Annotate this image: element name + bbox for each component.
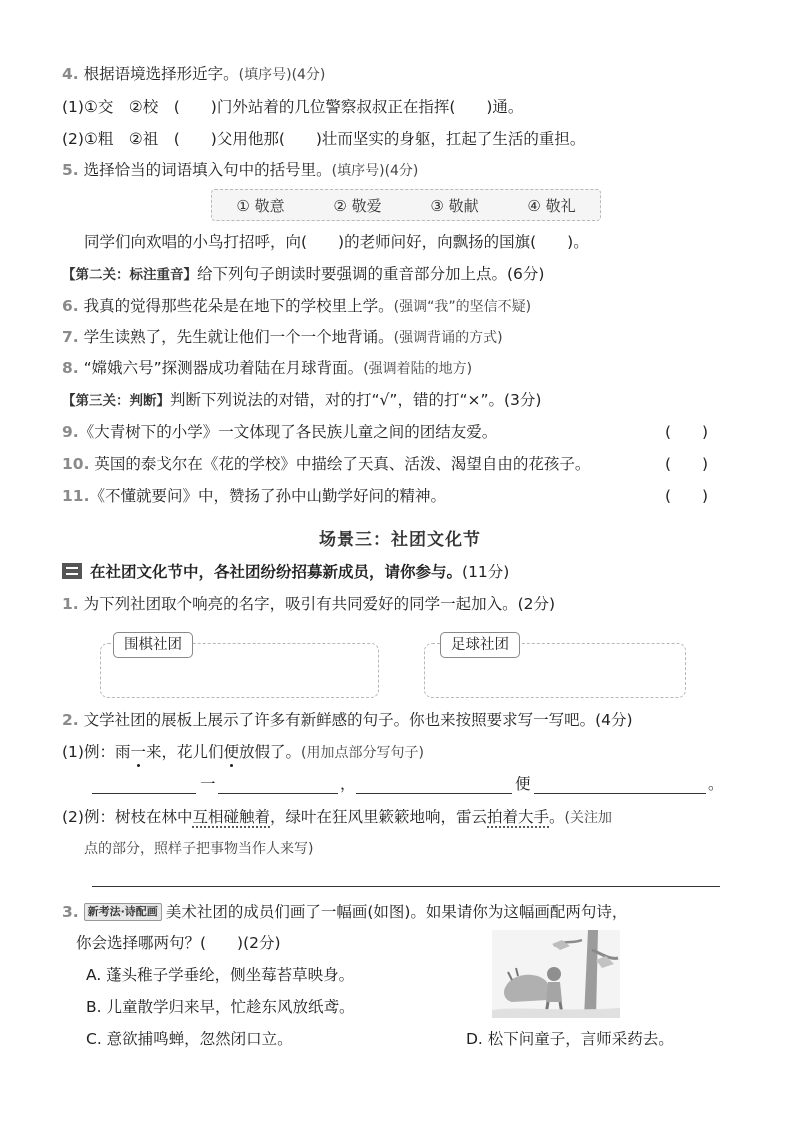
question-number: 2. — [62, 711, 79, 729]
q8-line — [62, 356, 472, 381]
option-d[interactable]: D. 松下问童子，言师采药去。 — [466, 1030, 674, 1048]
question-text: 《大青树下的小学》一文体现了各民族儿童之间的团结友爱。 — [78, 423, 498, 441]
q5-title-line — [62, 158, 418, 183]
answer-blank[interactable] — [534, 793, 706, 794]
answer-paren[interactable]: ( ) — [665, 423, 709, 441]
example-prefix: (1)例： — [62, 743, 115, 761]
word-options-box — [211, 189, 601, 221]
question-text: 根据语境选择形近字。 — [83, 65, 239, 83]
word-option: ② 敬爱 — [333, 196, 382, 215]
s3-line2: 你会选择哪两句？( )(2分) — [76, 934, 281, 952]
question-hint: (强调“我”的坚信不疑) — [393, 299, 532, 315]
question-text: 美术社团的成员们画了一幅画(如图)。如果请你为这幅画配两句诗， — [165, 903, 628, 921]
word-option: ④ 敬礼 — [527, 196, 576, 215]
answer-paren[interactable]: ( ) — [665, 487, 709, 505]
level3-text: 判断下列说法的对错，对的打“√”，错的打“×”。(3分) — [170, 391, 542, 409]
level3-label: 【第三关：判断】 — [62, 393, 170, 409]
new-method-tag: 新考法·诗配画 — [84, 903, 162, 921]
question-hint: (强调着陆的地方) — [363, 361, 473, 377]
q4-title-line — [62, 62, 325, 87]
section-three-icon — [62, 563, 82, 579]
club-tag-football: 足球社团 — [440, 632, 520, 658]
example-hint: (用加点部分写句子) — [301, 745, 424, 761]
question-text: 选择恰当的词语填入句中的括号里。 — [83, 161, 332, 179]
fill-char: 。 — [708, 775, 724, 793]
q9-line — [62, 420, 497, 444]
scene-title: 场景三：社团文化节 — [319, 530, 481, 550]
word-option: ③ 敬献 — [430, 196, 479, 215]
fill-char: 便 — [515, 775, 531, 793]
answer-blank[interactable] — [356, 793, 512, 794]
level2-label: 【第二关：标注重音】 — [62, 267, 197, 283]
fill-char: ， — [340, 775, 356, 793]
question-hint: (强调背诵的方式) — [393, 330, 503, 346]
q5-sentence: 同学们向欢唱的小鸟打招呼，向( )的老师问好，向飘扬的国旗( )。 — [84, 233, 589, 251]
question-text: 《不懂就要问》中，赞扬了孙中山勤学好问的精神。 — [89, 487, 446, 505]
answer-blank[interactable] — [218, 793, 338, 794]
example-part: 来，花儿们 — [146, 743, 224, 761]
s2-line — [62, 708, 633, 732]
question-number: 8. — [62, 359, 79, 377]
option-c[interactable]: C. 意欲捕鸣蝉，忽然闭口立。 — [86, 1030, 293, 1048]
dotted-char: 一 — [130, 743, 146, 761]
q10-line — [62, 452, 590, 476]
section3-heading — [62, 560, 509, 584]
question-text: 学生读熟了，先生就让他们一个一个地背诵。 — [83, 328, 394, 346]
level3-heading — [62, 388, 541, 413]
question-hint: (填序号)(4分) — [331, 163, 419, 179]
question-number: 5. — [62, 161, 79, 179]
dotted-words: 拍着大手 — [487, 808, 550, 826]
question-text: 英国的泰戈尔在《花的学校》中描绘了天真、活泼、渴望自由的花孩子。 — [94, 455, 591, 473]
word-option: ① 敬意 — [236, 196, 285, 215]
question-number: 1. — [62, 595, 79, 613]
level2-heading — [62, 262, 544, 287]
option-a[interactable]: A. 蓬头稚子学垂纶，侧坐莓苔草映身。 — [86, 966, 355, 984]
illustration-boy-pine — [492, 930, 620, 1018]
question-text: 我真的觉得那些花朵是在地下的学校里上学。 — [83, 297, 394, 315]
s2-example2 — [62, 805, 612, 830]
answer-paren[interactable]: ( ) — [665, 455, 709, 473]
q4-line1: (1)①交 ②校 ( )门外站着的几位警察叔叔正在指挥( )通。 — [62, 98, 524, 116]
dotted-words: 互相碰触着 — [192, 808, 270, 826]
question-number: 10. — [62, 455, 90, 473]
club-tag-weiqi: 围棋社团 — [113, 632, 193, 658]
answer-blank[interactable] — [92, 886, 720, 887]
level2-text: 给下列句子朗读时要强调的重音部分加上点。(6分) — [197, 265, 545, 283]
example-part: 雨 — [114, 743, 131, 761]
option-b[interactable]: B. 儿童散学归来早，忙趁东风放纸鸢。 — [86, 998, 355, 1016]
example-hint: (关注加 — [564, 810, 613, 826]
example-part: ，绿叶在狂风里簌簌地响，雷云 — [270, 808, 488, 826]
s3-line — [62, 900, 627, 924]
answer-blank[interactable] — [92, 793, 196, 794]
illustration-svg — [492, 930, 620, 1018]
example-part: 。 — [549, 808, 565, 826]
q6-line — [62, 294, 531, 319]
example-prefix: (2)例： — [62, 808, 115, 826]
s1-line — [62, 592, 555, 616]
example-part: 放假了。 — [239, 743, 302, 761]
fill-char: 一 — [200, 775, 216, 793]
s2-example2-hint-cont — [84, 836, 313, 861]
q7-line — [62, 325, 503, 350]
question-number: 9. — [62, 423, 79, 441]
question-text: 文学社团的展板上展示了许多有新鲜感的句子。你也来按照要求写一写吧。(4分) — [83, 711, 633, 729]
question-number: 11. — [62, 487, 90, 505]
q11-line — [62, 484, 446, 508]
dotted-char: 便 — [223, 743, 240, 761]
section3-score: (11分) — [462, 563, 510, 581]
q4-line2: (2)①粗 ②祖 ( )父用他那( )壮而坚实的身躯，扛起了生活的重担。 — [62, 130, 586, 148]
section3-text: 在社团文化节中，各社团纷纷招募新成员，请你参与。 — [90, 563, 463, 581]
s2-example1 — [62, 740, 424, 765]
question-number: 3. — [62, 903, 79, 921]
question-number: 4. — [62, 65, 79, 83]
question-text: 为下列社团取个响亮的名字，吸引有共同爱好的同学一起加入。(2分) — [83, 595, 556, 613]
question-hint: (填序号)(4分) — [238, 67, 326, 83]
example-part: 树枝在林中 — [114, 808, 193, 826]
question-number: 6. — [62, 297, 79, 315]
question-number: 7. — [62, 328, 79, 346]
question-text: “嫦娥六号”探测器成功着陆在月球背面。 — [83, 359, 364, 377]
example-hint: 点的部分，照样子把事物当作人来写) — [84, 841, 314, 857]
